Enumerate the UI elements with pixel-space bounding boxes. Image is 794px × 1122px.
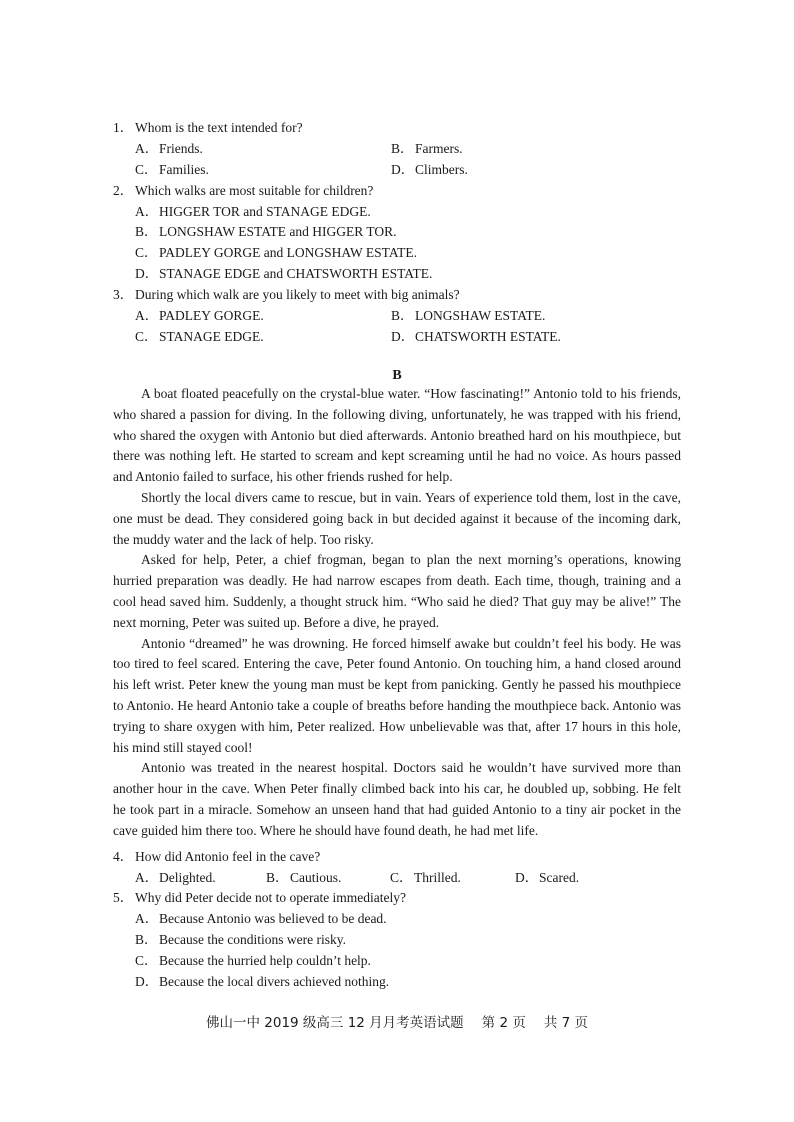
question-number: 1． <box>113 120 134 135</box>
q4-option-d: D．Scared. <box>515 870 580 885</box>
q1-option-d: D．Climbers. <box>391 162 468 177</box>
question-number: 3． <box>113 287 134 302</box>
question-4 <box>113 845 320 865</box>
q2-option-a: A．HIGGER TOR and STANAGE EDGE. <box>135 204 371 219</box>
q1-option-b: B．Farmers. <box>391 141 463 156</box>
exam-title: 佛山一中 2019 级高三 12 月月考英语试题 <box>205 1015 464 1031</box>
q5-option-a: A．Because Antonio was believed to be dead. <box>135 911 387 926</box>
q4-option-b: B．Cautious. <box>266 870 342 885</box>
passage-paragraph: A boat floated peacefully on the crystal-blue water. “How fascinating!” Antonio told to his friends, who shared a passion for diving. In the following diving, unfortunately, he was trapped with his friend, who shared the oxygen with Antonio but died afterwards. Antonio breathed hard on his mouthpiece, but there was nothing left. He started to scream and kept screaming until he had no voice. As hours passed and Antonio failed to surface, his other friends rushed for help. <box>113 386 681 485</box>
question-text: During which walk are you likely to meet with big animals? <box>135 287 460 302</box>
question-1 <box>113 116 303 136</box>
q3-option-d: D．CHATSWORTH ESTATE. <box>391 329 561 344</box>
passage-paragraph: Shortly the local divers came to rescue, but in vain. Years of experience told them, lost in the cave, one must be dead. They considered going back in but decided against it because of the incoming dark, the muddy water and the lack of help. Too risky. <box>113 489 681 547</box>
question-5 <box>113 886 406 906</box>
q5-option-c: C．Because the hurried help couldn’t help. <box>135 953 371 968</box>
q4-option-c: C．Thrilled. <box>390 870 461 885</box>
question-number: 5． <box>113 890 134 905</box>
question-text: Whom is the text intended for? <box>135 120 303 135</box>
question-number: 4． <box>113 849 134 864</box>
q3-option-b: B．LONGSHAW ESTATE. <box>391 308 546 323</box>
q5-option-d: D．Because the local divers achieved nothing. <box>135 974 390 989</box>
q2-option-c: C．PADLEY GORGE and LONGSHAW ESTATE. <box>135 245 417 260</box>
question-text: How did Antonio feel in the cave? <box>135 849 321 864</box>
question-text: Which walks are most suitable for children? <box>135 183 374 198</box>
passage-paragraph: Antonio “dreamed” he was drowning. He forced himself awake but couldn’t feel his body. He was too tired to feel scared. Entering the cave, Peter found Antonio. On touching him, a hand closed around his left wrist. Peter knew the young man must be kept from panicking. Gently he passed his mouthpiece to Antonio. He heard Antonio take a couple of breaths before handing the mouthpiece back. Antonio was trying to share oxygen with him, Peter realized. How unbelievable was that, after 17 hours in this hole, his mind still stayed cool! <box>113 635 681 755</box>
question-number: 2． <box>113 183 134 198</box>
q3-option-c: C．STANAGE EDGE. <box>135 329 264 344</box>
question-3 <box>113 283 460 303</box>
q4-option-a: A．Delighted. <box>135 870 216 885</box>
q3-option-a: A．PADLEY GORGE. <box>135 308 264 323</box>
passage-paragraph: Asked for help, Peter, a chief frogman, began to plan the next morning’s operations, knowing hurried preparation was deadly. He had narrow escapes from death. Each time, though, training and a cool head saved him. Suddenly, a thought struck him. “Who said he died? That guy may be alive!” The next morning, Peter was suited up. Before a dive, he prayed. <box>113 552 681 630</box>
q1-option-a: A．Friends. <box>135 141 203 156</box>
section-b-heading: B <box>392 368 402 383</box>
page-footer <box>0 1011 794 1031</box>
q2-option-b: B．LONGSHAW ESTATE and HIGGER TOR. <box>135 224 397 239</box>
question-2 <box>113 179 373 199</box>
question-text: Why did Peter decide not to operate immediately? <box>135 890 407 905</box>
page-number: 第 2 页 <box>481 1015 526 1031</box>
q2-option-d: D．STANAGE EDGE and CHATSWORTH ESTATE. <box>135 266 433 281</box>
q1-option-c: C．Families. <box>135 162 209 177</box>
passage-paragraph: Antonio was treated in the nearest hospital. Doctors said he wouldn’t have survived more than another hour in the cave. When Peter finally climbed back into his car, he doubled up, sobbing. He felt he took part in a miracle. Somehow an unseen hand that had guided Antonio to a tiny air pocket in the cave guided him there too. Where he should have found death, he had met life. <box>113 760 681 838</box>
page-total: 共 7 页 <box>543 1015 589 1031</box>
reading-passage-b <box>113 384 681 842</box>
q5-option-b: B．Because the conditions were risky. <box>135 932 346 947</box>
